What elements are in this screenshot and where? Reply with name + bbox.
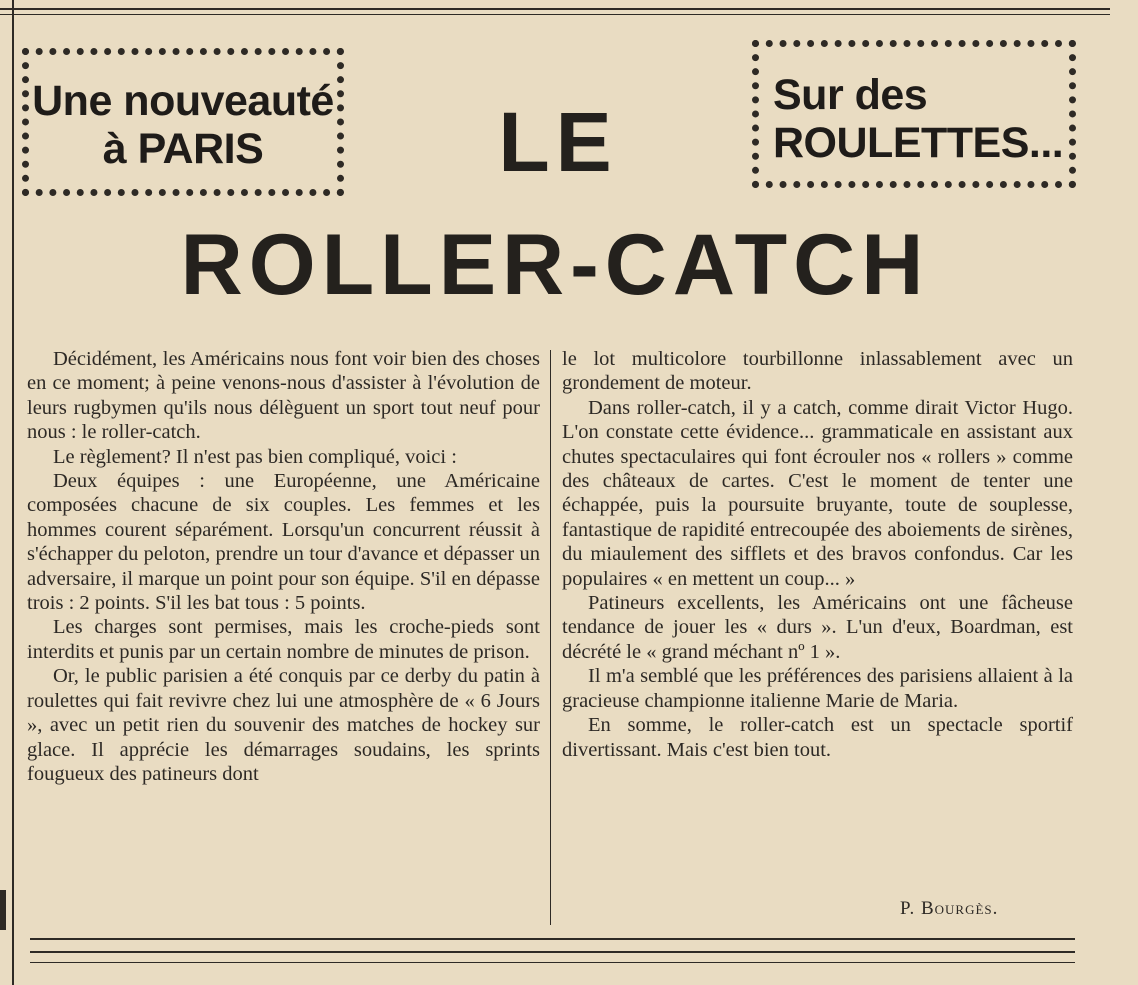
paragraph: En somme, le roller-catch est un spectacle sportif divertissant. Mais c'est bien tout.	[562, 714, 1073, 761]
margin-mark	[0, 890, 6, 930]
paragraph: Il m'a semblé que les préférences des parisiens allaient à la gracieuse championne italienne Marie de Maria.	[562, 665, 1073, 712]
paragraph: Deux équipes : une Européenne, une Américaine composées chacune de six couples. Les femmes et les hommes courent séparément. Lorsqu'un concurrent réussit à s'échapper du peloton, prendre un tour d'avance et dépasser un adversaire, il marque un point pour son équipe. S'il en dépasse trois : 2 points. S'il les bat tous : 5 points.	[27, 470, 540, 615]
bottom-rule-3	[30, 962, 1075, 963]
right-headline-box	[752, 40, 1076, 188]
author-signature: P. Bourgès.	[900, 898, 999, 919]
left-box-line-2: à PARIS	[102, 125, 264, 173]
paragraph-continuation: le lot multicolore tourbillonne inlassablement avec un grondement de moteur.	[562, 348, 1073, 395]
paragraph: Le règlement? Il n'est pas bien compliqué, voici :	[53, 445, 457, 468]
top-rule-thin	[0, 14, 1110, 15]
page-left-border	[12, 0, 14, 985]
top-rule	[0, 8, 1110, 10]
column-divider	[550, 350, 551, 925]
bottom-rule-2	[30, 951, 1075, 953]
right-box-line-1: Sur des	[773, 71, 928, 119]
paragraph: Or, le public parisien a été conquis par ce derby du patin à roulettes qui fait revivre chez lui une atmosphère de « 6 Jours », avec un petit rien du souvenir des matches de hockey sur glace. Il apprécie les démarrages soudains, les sprints fougueux des patineurs dont	[27, 665, 540, 785]
article-left-column	[27, 347, 540, 786]
paragraph: Patineurs excellents, les Américains ont une fâcheuse tendance de jouer les « durs ». L'un d'eux, Boardman, est décrété le « grand méchant nº 1 ».	[562, 592, 1073, 663]
bottom-rule-1	[30, 938, 1075, 940]
main-headline: ROLLER-CATCH	[180, 217, 930, 313]
article-right-column	[562, 347, 1073, 762]
left-box-line-1: Une nouveauté	[32, 77, 334, 125]
paragraph: Dans roller-catch, il y a catch, comme dirait Victor Hugo. L'on constate cette évidence... grammaticale en assistant aux chutes spectaculaires qui font écrouler nos « rollers » comme des châteaux de cartes. C'est le moment de tenter une échappée, puis la poursuite bruyante, toute de souplesse, fantastique de rapidité entrecoupée des aboiements de sirènes, du miaulement des sifflets et des bravos confondus. Car les populaires « en mettent un coup... »	[562, 396, 1073, 590]
right-box-line-2: ROULETTES...	[773, 119, 1064, 167]
paragraph: Décidément, les Américains nous font voir bien des choses en ce moment; à peine venons-nous d'assister à l'évolution de leurs rugbymen qu'ils nous délèguent un sport tout neuf pour nous : le roller-catch.	[27, 348, 540, 444]
left-headline-box	[22, 48, 344, 196]
kicker-le: LE	[498, 95, 618, 189]
paragraph: Les charges sont permises, mais les croche-pieds sont interdits et punis par un certain nombre de minutes de prison.	[27, 616, 540, 663]
